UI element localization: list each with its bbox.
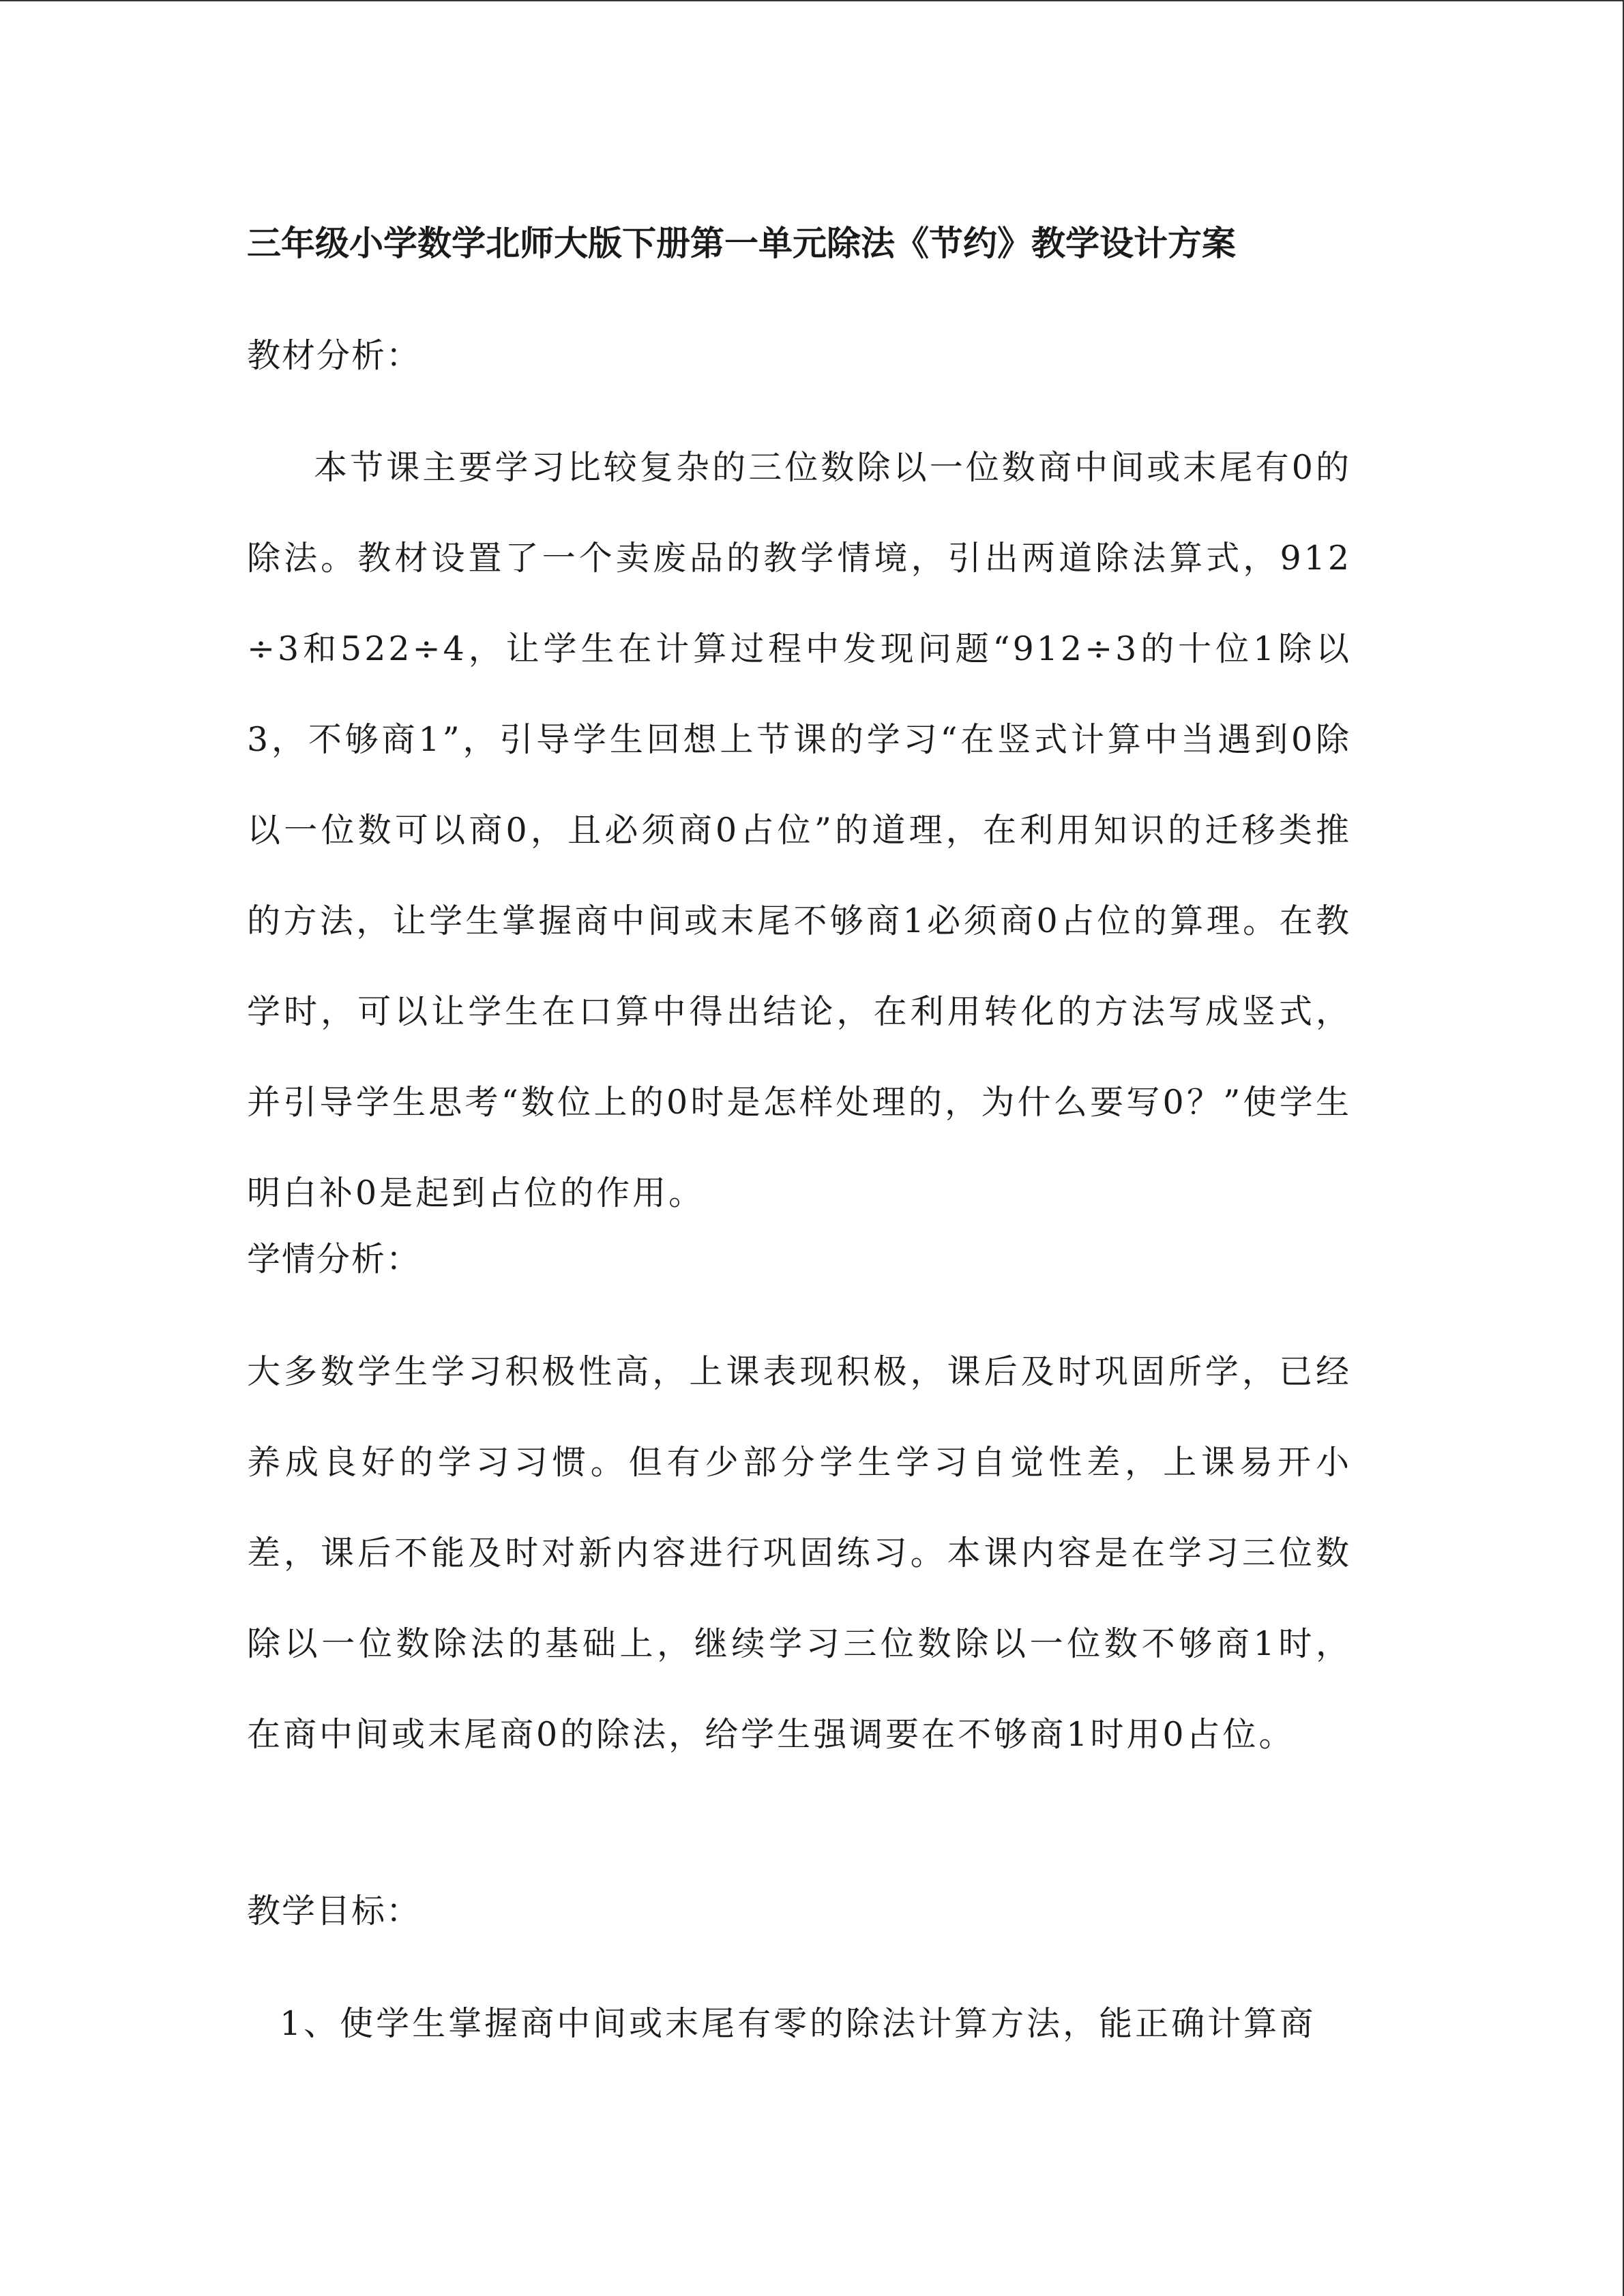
section-heading-teaching-goals: 教学目标：	[247, 1892, 422, 1930]
document-title: 三年级小学数学北师大版下册第一单元除法《节约》教学设计方案	[247, 224, 1236, 263]
section-heading-textbook-analysis: 教材分析：	[247, 336, 422, 375]
teaching-goal-item: 1、使学生掌握商中间或末尾有零的除法计算方法，能正确计算商	[280, 2004, 1316, 2043]
section-paragraph-student-analysis: 大多数学生学习积极性高，上课表现积极，课后及时巩固所学，已经养成良好的学习习惯。但有少部分学生学习自觉性差，上课易开小差，课后不能及时对新内容进行巩固练习。本课内容是在学习三位数除以一位数除法的基础上，继续学习三位数除以一位数不够商1时，在商中间或末尾商0的除法，给学生强调要在不够商1时用0占位。	[247, 1352, 1352, 1754]
section-paragraph-textbook-analysis: 本节课主要学习比较复杂的三位数除以一位数商中间或末尾有0的除法。教材设置了一个卖废品的教学情境，引出两道除法算式，912÷3和522÷4，让学生在计算过程中发现问题“912÷3的十位1除以3，不够商1”，引导学生回想上节课的学习“在竖式计算中当遇到0除以一位数可以商0，且必须商0占位”的道理，在利用知识的迁移类推的方法，让学生掌握商中间或末尾不够商1必须商0占位的算理。在教学时，可以让学生在口算中得出结论，在利用转化的方法写成竖式，并引导学生思考“数位上的0时是怎样处理的，为什么要写0？”使学生明白补0是起到占位的作用。	[247, 448, 1352, 1212]
section-heading-student-analysis: 学情分析：	[247, 1240, 422, 1279]
